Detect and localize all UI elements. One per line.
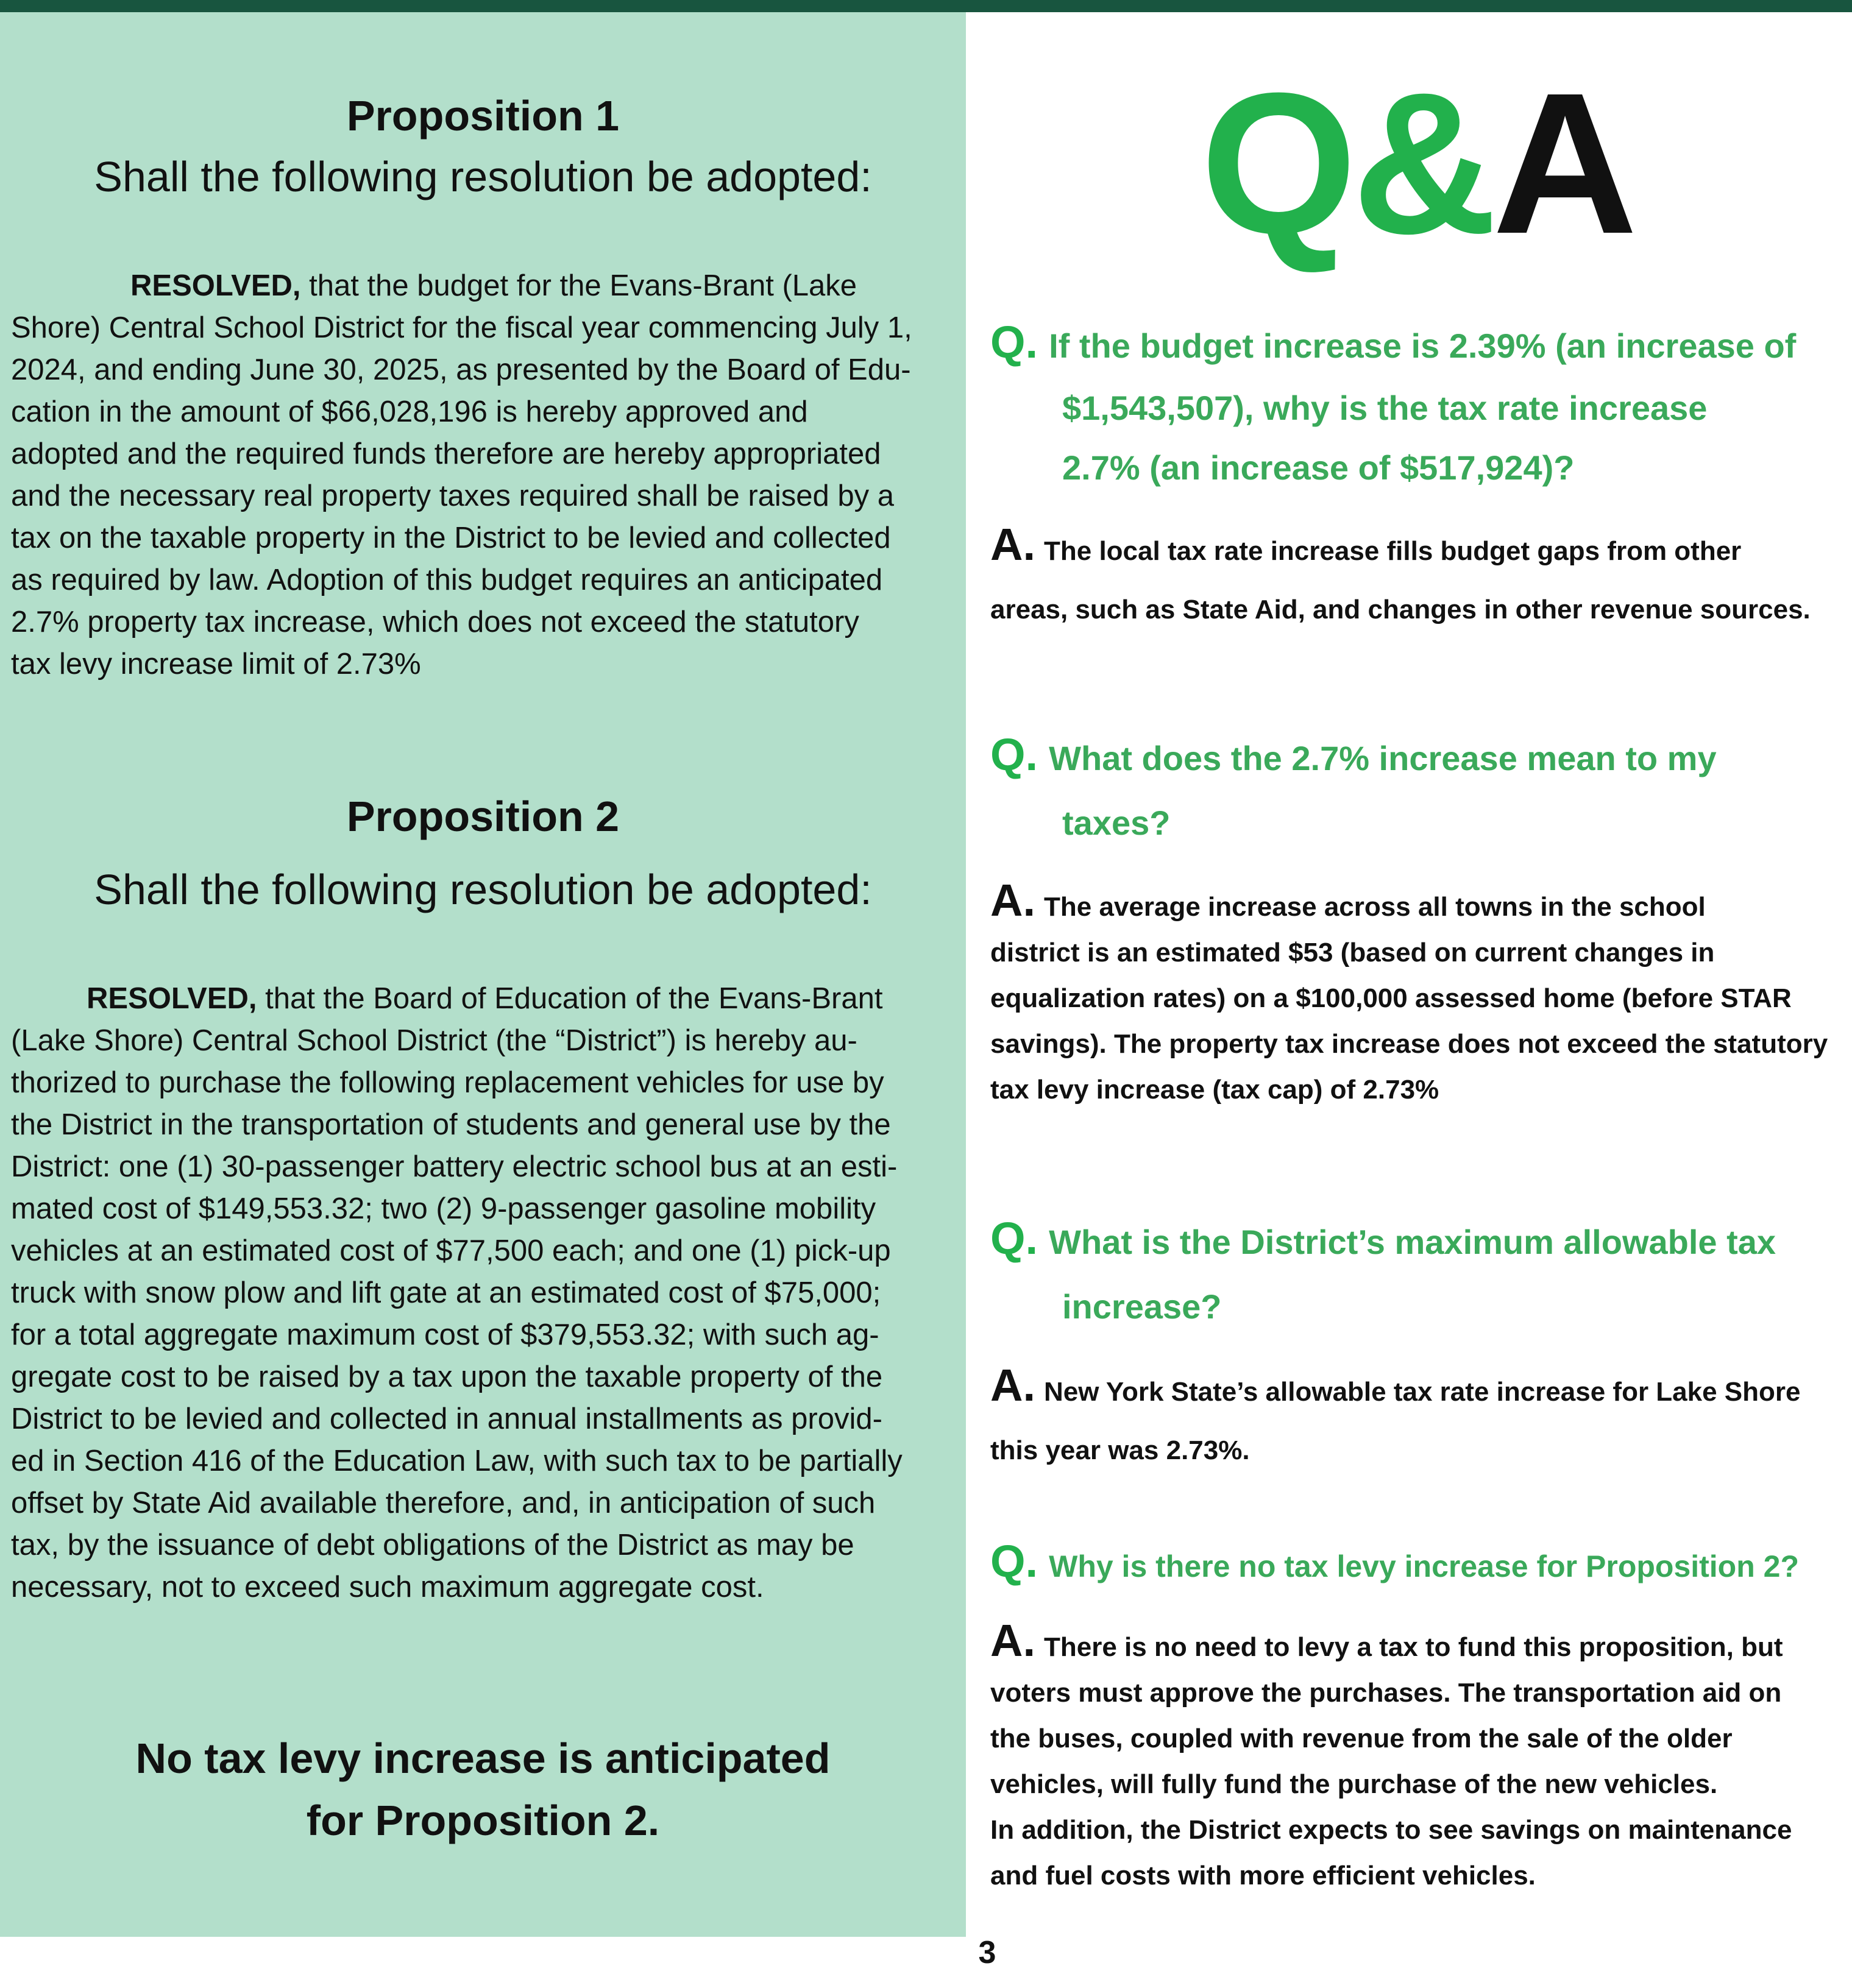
answer-line: There is no need to levy a tax to fund this proposition, but xyxy=(1044,1632,1783,1662)
no-levy-statement xyxy=(0,1727,966,1852)
no-levy-line: for Proposition 2. xyxy=(306,1797,660,1844)
answer-2 xyxy=(990,873,1847,1113)
answer-line: The local tax rate increase fills budget gaps from other xyxy=(1044,536,1742,566)
question-1 xyxy=(990,311,1843,497)
question-line: What is the District’s maximum allowable tax xyxy=(1049,1223,1776,1261)
resolution-line: tax levy increase limit of 2.73% xyxy=(11,648,421,681)
resolution-line: adopted and the required funds therefore are hereby appropriated xyxy=(11,437,881,470)
resolution-line: as required by law. Adoption of this budget requires an anticipated xyxy=(11,564,883,596)
resolution-line: truck with snow plow and lift gate at an estimated cost of $75,000; xyxy=(11,1276,881,1309)
resolved-label: RESOLVED, xyxy=(87,982,257,1015)
question-3 xyxy=(990,1206,1843,1339)
qa-heading-a: A xyxy=(1492,51,1633,275)
propositions-panel xyxy=(0,12,966,1937)
resolution-line: vehicles at an estimated cost of $77,500 each; and one (1) pick-up xyxy=(11,1234,891,1267)
qa-heading xyxy=(1201,51,1633,275)
resolution-line: thorized to purchase the following replacement vehicles for use by xyxy=(11,1066,884,1099)
q-letter: Q. xyxy=(990,317,1038,367)
answer-line: savings). The property tax increase does not exceed the statutory xyxy=(990,1029,1828,1059)
question-4 xyxy=(990,1529,1843,1599)
resolution-line: that the budget for the Evans-Brant (Lake xyxy=(300,269,857,302)
resolution-line: and the necessary real property taxes required shall be raised by a xyxy=(11,479,895,512)
question-line: If the budget increase is 2.39% (an increase of xyxy=(1049,327,1797,365)
answer-line: the buses, coupled with revenue from the sale of the older xyxy=(990,1724,1733,1753)
question-line: $1,543,507), why is the tax rate increase xyxy=(1062,389,1708,427)
answer-line: equalization rates) on a $100,000 assessed home (before STAR xyxy=(990,983,1792,1013)
resolution-line: tax on the taxable property in the District to be levied and collected xyxy=(11,522,891,554)
resolution-line: 2024, and ending June 30, 2025, as presented by the Board of Edu- xyxy=(11,353,911,386)
answer-line: tax levy increase (tax cap) of 2.73% xyxy=(990,1075,1439,1105)
answer-line: New York State’s allowable tax rate increase for Lake Shore xyxy=(1044,1377,1801,1407)
proposition-2-subtitle: Shall the following resolution be adopted: xyxy=(94,866,872,913)
question-line: 2.7% (an increase of $517,924)? xyxy=(1062,448,1575,487)
answer-3 xyxy=(990,1356,1847,1480)
answer-line: this year was 2.73%. xyxy=(990,1435,1250,1465)
answer-line: In addition, the District expects to see savings on maintenance xyxy=(990,1815,1792,1845)
answer-line: areas, such as State Aid, and changes in other revenue sources. xyxy=(990,595,1811,624)
top-accent-bar xyxy=(0,0,1852,12)
a-letter: A. xyxy=(990,519,1035,570)
proposition-1-resolution xyxy=(11,265,959,685)
proposition-2-title: Proposition 2 xyxy=(346,793,620,840)
q-letter: Q. xyxy=(990,729,1038,780)
resolved-label: RESOLVED, xyxy=(130,269,301,302)
qa-heading-q: Q& xyxy=(1201,51,1492,275)
resolution-line: District: one (1) 30-passenger battery electric school bus at an esti- xyxy=(11,1150,898,1183)
answer-line: district is an estimated $53 (based on current changes in xyxy=(990,938,1715,967)
resolution-line: District to be levied and collected in annual installments as provid- xyxy=(11,1403,882,1435)
q-letter: Q. xyxy=(990,1213,1038,1264)
resolution-line: the District in the transportation of students and general use by the xyxy=(11,1108,891,1141)
resolution-line: Shore) Central School District for the fiscal year commencing July 1, xyxy=(11,311,912,344)
answer-4 xyxy=(990,1611,1847,1898)
resolution-line: ed in Section 416 of the Education Law, with such tax to be partially xyxy=(11,1445,903,1477)
question-line: Why is there no tax levy increase for Proposition 2? xyxy=(1049,1549,1800,1583)
resolution-line: cation in the amount of $66,028,196 is hereby approved and xyxy=(11,395,808,428)
answer-line: and fuel costs with more efficient vehicles. xyxy=(990,1861,1536,1891)
question-line: increase? xyxy=(1062,1287,1222,1326)
question-line: What does the 2.7% increase mean to my xyxy=(1049,739,1717,777)
proposition-1-title: Proposition 1 xyxy=(346,92,620,140)
q-letter: Q. xyxy=(990,1536,1038,1587)
resolution-line: gregate cost to be raised by a tax upon the taxable property of the xyxy=(11,1360,883,1393)
page-number: 3 xyxy=(978,1935,996,1970)
answer-line: vehicles, will fully fund the purchase of the new vehicles. xyxy=(990,1769,1718,1799)
resolution-line: for a total aggregate maximum cost of $379,553.32; with such ag- xyxy=(11,1318,879,1351)
answer-1 xyxy=(990,515,1847,639)
proposition-1-subtitle: Shall the following resolution be adopted: xyxy=(94,153,872,200)
resolution-line: offset by State Aid available therefore, and, in anticipation of such xyxy=(11,1487,876,1519)
question-line: taxes? xyxy=(1062,804,1171,842)
answer-line: voters must approve the purchases. The transportation aid on xyxy=(990,1678,1782,1708)
resolution-line: necessary, not to exceed such maximum aggregate cost. xyxy=(11,1571,764,1604)
a-letter: A. xyxy=(990,1615,1035,1666)
resolution-line: 2.7% property tax increase, which does not exceed the statutory xyxy=(11,606,859,638)
resolution-line: (Lake Shore) Central School District (the “District”) is hereby au- xyxy=(11,1024,857,1057)
resolution-line: mated cost of $149,553.32; two (2) 9-passenger gasoline mobility xyxy=(11,1192,876,1225)
no-levy-line: No tax levy increase is anticipated xyxy=(135,1735,831,1782)
resolution-line: that the Board of Education of the Evans-Brant xyxy=(257,982,883,1015)
a-letter: A. xyxy=(990,1360,1035,1410)
a-letter: A. xyxy=(990,875,1035,925)
question-2 xyxy=(990,723,1843,855)
resolution-line: tax, by the issuance of debt obligations of the District as may be xyxy=(11,1529,854,1562)
proposition-2-resolution xyxy=(11,978,959,1608)
answer-line: The average increase across all towns in the school xyxy=(1044,892,1706,922)
